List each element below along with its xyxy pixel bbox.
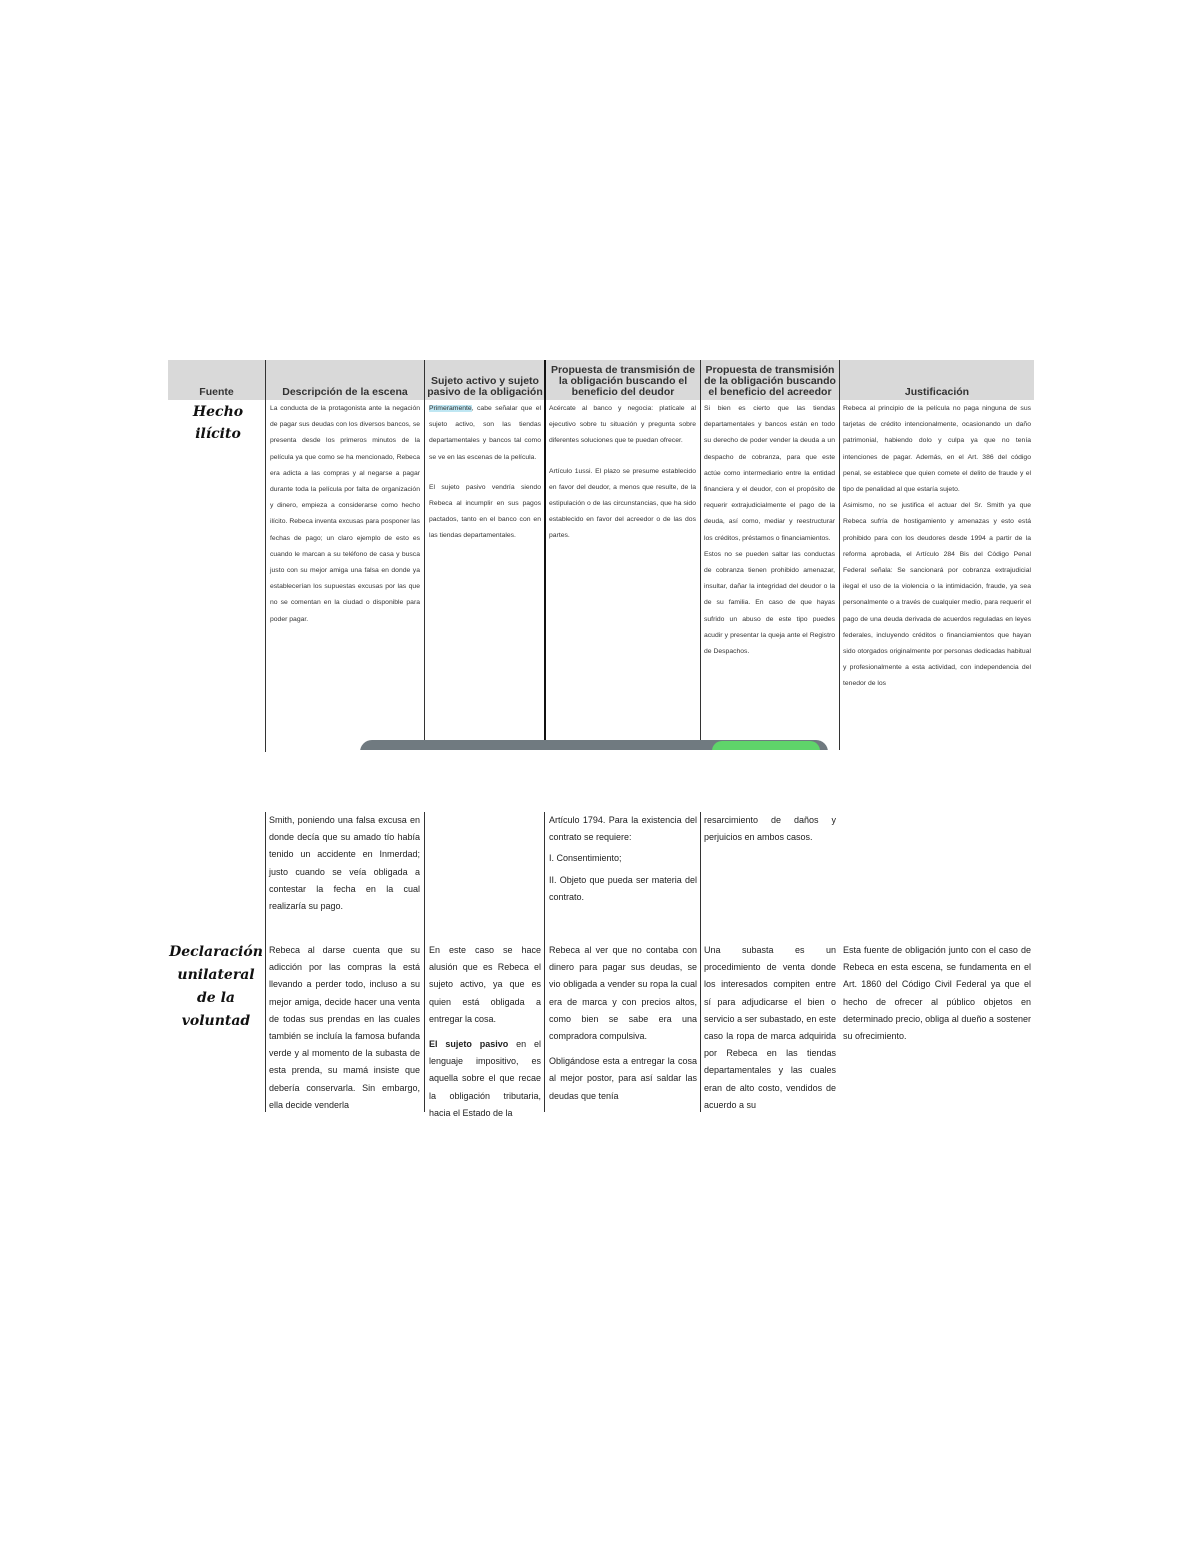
deudor-text: Obligándose esta a entregar la cosa al mejor postor, para así saldar las deudas que tenía — [549, 1056, 697, 1101]
deudor-declaracion — [549, 942, 697, 1112]
column-divider — [700, 360, 701, 752]
justificacion-text: Rebeca al principio de la película no paga ninguna de sus tarjetas de crédito intencionalmente, ocasionando un daño patrimonial, habiendo dolo y culpa ya que no tenía intenciones de pagar. Además, en el Art. 386 del código penal, se establece que quien comete el delito de fraude y el tipo de penalidad al que estaría sujeto. — [843, 405, 1031, 494]
column-divider — [424, 812, 425, 1112]
header-sujetos: Sujeto activo y sujeto pasivo de la obligación — [427, 375, 543, 398]
column-divider — [839, 360, 840, 752]
acreedor-text: Si bien es cierto que las tiendas departamentales y bancos están en todo su derecho de poder vender la deuda a un despacho de cobranza, para que este actúe como intermediario entre la entidad financiera y el deudor, con el propósito de requerir extrajudicialmente el pago de la deuda, así como, mediar y reestructurar los créditos, préstamos o financiamientos. — [704, 405, 835, 542]
justificacion-declaracion: Esta fuente de obligación junto con el caso de Rebeca en esta escena, se fundamenta en el Art. 1860 del Código Civil Federal ya que el hecho de ofrecer al público objetos en determinado precio, obliga al dueño a sostener su ofrecimiento. — [843, 945, 1031, 1042]
justificacion-text: Asimismo, no se justifica el actuar del Sr. Smith ya que Rebeca sufría de hostigamiento y amenazas y esto está prohibido para con los deudores desde 1994 a partir de la reforma aprobada, el Artículo 284 Bis del Código Penal Federal señala: Se sancionará por cobranza extrajudicial ilegal el uso de la violencia o la intimidación, fraude, ya sea personalmente o a través de cualquier medio, para requerir el pago de una deuda derivada de acuerdos reguladas en leyes federales, incluyendo créditos o financiamientos que hayan sido otorgados originalmente por personas dedicadas habitual y profesionalmente a esta actividad, con independencia del tenedor de los — [843, 502, 1031, 688]
deudor-text: II. Objeto que pueda ser materia del contrato. — [549, 874, 697, 902]
sujetos-text: en el lenguaje impositivo, es aquella sobre el que recae la obligación tributaria, hacia el Estado de la — [429, 1039, 541, 1118]
header-fuente: Fuente — [199, 386, 234, 398]
sujetos-text: , cabe señalar que el sujeto activo, son las tiendas departamentales y bancos tal como se ve en las escenas de la película. — [429, 405, 541, 461]
header-beneficio-deudor: Propuesta de transmisión de la obligación buscando el beneficio del deudor — [550, 364, 696, 398]
deudor-text: I. Consentimiento; — [549, 853, 622, 864]
descripcion-continuacion: Smith, poniendo una falsa excusa en donde decía que su amado tío había tenido un accidente en Inmerdad; justo cuando se veía obligada a contestar la fecha en la cual realizaría su pago. — [269, 815, 420, 912]
acreedor-hecho-ilicito — [704, 401, 835, 739]
deudor-text: Acércate al banco y negocia: platícale al ejecutivo sobre tu situación y pregunta sobre diferentes soluciones que te puedan ofrecer. — [549, 405, 696, 445]
deudor-text: Artículo 1794. Para la existencia del contrato se requiere: — [549, 815, 697, 843]
sujetos-text: El sujeto pasivo vendría siendo Rebeca al incumplir en sus pagos pactados, tanto en el banco con en las tiendas departamentales. — [429, 483, 541, 540]
column-divider — [265, 360, 266, 752]
column-divider — [544, 360, 546, 752]
sujetos-hecho-ilicito — [429, 401, 541, 741]
acreedor-text: Estos no se pueden saltar las conductas de cobranza tienen prohibido amenazar, insultar, dañar la integridad del deudor o la de su familia. En caso de que hayas sufrido un abuso de este tipo puedes acudir y presentar la queja ante el Registro de Despachos. — [704, 550, 835, 656]
column-divider — [424, 360, 425, 752]
descripcion-declaracion: Rebeca al darse cuenta que su adicción por las compras la está llevando a perder todo, incluso a su mejor amiga, decide hacer una venta de todas sus prendas en las cuales también se incluía la famosa bufanda verde y al momento de la subasta de esta prenda, su mamá insiste que debería conservarla. Sin embargo, ella decide venderla — [269, 945, 420, 1110]
column-divider — [544, 812, 545, 1112]
fuente-hecho-ilicito: Hecho ilícito — [192, 404, 244, 442]
column-divider — [700, 812, 701, 1112]
deudor-hecho-ilicito — [549, 401, 696, 741]
sujetos-text: En este caso se hace alusión que es Rebeca el sujeto activo, ya que es quien está obligada a entregar la cosa. — [429, 945, 541, 1024]
sujeto-pasivo-bold: El sujeto pasivo — [429, 1039, 509, 1050]
header-descripcion: Descripción de la escena — [282, 386, 408, 398]
descripcion-hecho-ilicito: La conducta de la protagonista ante la negación de pagar sus deudas con los diversos bancos, se presenta desde los primeros minutos de la película ya que como se ha mencionado, Rebeca era adicta a las compras y al negarse a pagar durante toda la película por falta de organización y dinero, empieza a considerarse como hecho ilícito. Rebeca inventa excusas para posponer las fechas de pago; un claro ejemplo de esto es cuando le marcan a su teléfono de casa y busca justo con su mejor amiga una falsa en donde ya establecerían los supuestas excusas por las que no se comentan en la ciudad o disponible para poder pagar. — [270, 405, 420, 623]
fuente-declaracion-unilateral: Declaración unilateral de la voluntad — [169, 944, 263, 1029]
page-gap — [300, 750, 900, 770]
header-justificacion: Justificación — [904, 386, 970, 398]
acreedor-continuacion: resarcimiento de daños y perjuicios en ambos casos. — [704, 815, 836, 843]
justificacion-hecho-ilicito — [843, 401, 1031, 746]
deudor-text: Artículo 1ussi. El plazo se presume establecido en favor del deudor, a menos que resulte, de la estipulación o de las circunstancias, que ha sido establecido en favor del acreedor o de las dos partes. — [549, 467, 696, 540]
deudor-text: Rebeca al ver que no contaba con dinero para pagar sus deudas, se vio obligada a vender su ropa la cual era de marca y con precios altos, como bien se sabe era una compradora compulsiva. — [549, 945, 697, 1042]
sujetos-declaracion — [429, 942, 541, 1118]
column-divider — [265, 812, 266, 1112]
deudor-continuacion — [549, 812, 697, 932]
header-beneficio-acreedor: Propuesta de transmisión de la obligación buscando el beneficio del acreedor — [704, 364, 836, 398]
highlighted-word: Primeramente — [429, 405, 472, 412]
acreedor-declaracion: Una subasta es un procedimiento de venta donde los interesados compiten entre sí para adjudicarse el bien o servicio a ser subastado, en este caso la ropa de marca adquirida por Rebeca en las tiendas departamentales y las cuales eran de alto costo, vendidos de acuerdo a su — [704, 945, 836, 1110]
